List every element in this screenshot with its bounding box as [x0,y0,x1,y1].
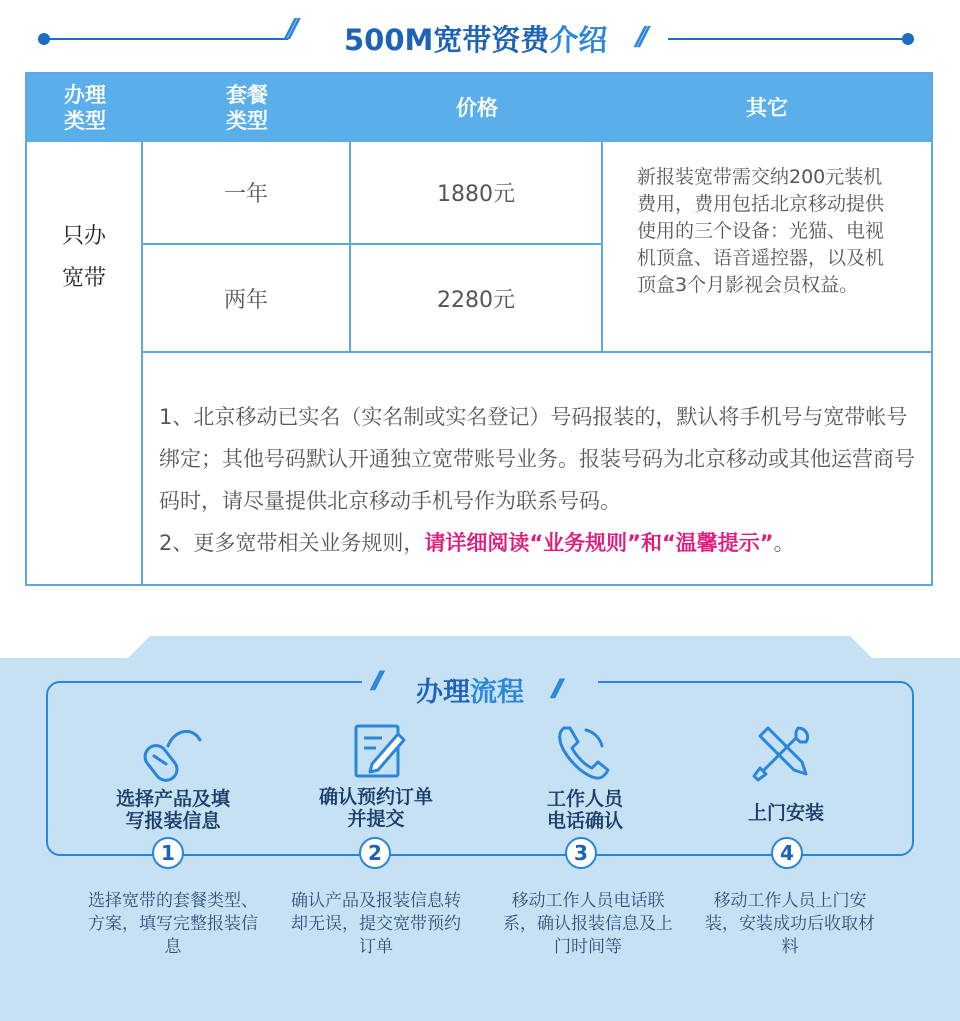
process-title [416,670,524,709]
step-3-label-line1: 工作人员 [546,788,623,810]
mouse-icon [140,720,210,784]
step-1-description: 选择宽带的套餐类型、方案，填写完整报装信息 [88,891,258,957]
page-title-accent: 介绍 [549,23,608,57]
step-2-label-line1: 确认预约订单 [318,786,433,808]
edit-icon [346,720,416,784]
header-handle-type [27,74,143,142]
rules-link[interactable]: 请详细阅读“业务规则”和“温馨提示” [424,531,774,555]
step-4-number: 4 [771,837,803,869]
tools-icon [748,720,818,784]
step-1-label [73,788,273,832]
step-1-number: 1 [152,837,184,869]
step-3-number: 3 [565,837,597,869]
step-1-label-line1: 选择产品及填 [115,788,230,810]
step-2-description: 确认产品及报装信息转却无误，提交宽带预约订单 [291,891,461,957]
other-note: 新报装宽带需交纳200元装机费用，费用包括北京移动提供使用的三个设备：光猫、电视机顶盒、语音遥控器，以及机顶盒3个月影视会员权益。 [637,166,885,296]
step-3-label [485,788,685,832]
rule-2-suffix: 。 [773,531,795,555]
phone-icon [548,720,618,784]
slash-decoration-left: // [286,14,293,44]
step-4-label-line1: 上门安装 [747,802,824,824]
page-title [344,18,607,59]
price-cell-row1: 1880元 [437,182,515,207]
process-title-main: 办理 [416,677,470,708]
step-4-label [686,802,886,824]
grid-hline [141,351,931,353]
header-handle-type-line2: 类型 [64,109,106,133]
grid-vline [601,142,603,352]
header-handle-type-line1: 办理 [64,83,106,107]
title-dot-right [902,33,914,45]
step-2-label [276,786,476,830]
rule-1: 1、北京移动已实名（实名制或实名登记）号码报装的，默认将手机号与宽带帐号绑定；其他号码默认开通独立宽带账号业务。报装号码为北京移动或其他运营商号码时，请尽量提供北京移动手机号作为联系号码。 [159,405,915,513]
plan-cell-row1: 一年 [223,182,268,207]
handle-type-line2: 宽带 [61,266,106,291]
section-title-bar [0,0,960,72]
tariff-table [25,72,933,586]
plan-cell-row2: 两年 [223,287,268,313]
rule-2 [159,522,919,564]
step-1-label-line2: 写报装信息 [125,810,221,832]
header-price: 价格 [351,74,603,142]
step-2-number: 2 [359,837,391,869]
header-other: 其它 [603,74,931,142]
handle-type-cell [27,142,141,392]
header-plan-type-line2: 类型 [226,109,268,133]
slash-decoration-process-left: // [372,666,378,694]
business-rules [159,396,919,564]
slash-decoration-process-right: // [552,674,558,702]
price-cell-row2: 2280元 [437,287,515,313]
header-plan-type [143,74,351,142]
step-3-description: 移动工作人员电话联系，确认报装信息及上门时间等 [503,891,673,957]
process-title-accent: 流程 [470,677,524,708]
title-line-left [44,38,288,40]
handle-type-line1: 只办 [61,224,106,249]
step-2-label-line2: 并提交 [347,808,405,830]
process-tab-shape [128,636,872,658]
rule-2-prefix: 2、更多宽带相关业务规则， [159,531,425,555]
title-line-right [668,38,908,40]
header-plan-type-line1: 套餐 [226,83,268,107]
step-3-label-line2: 电话确认 [546,810,623,832]
slash-decoration-right: // [636,22,643,52]
page-title-main: 500M宽带资费 [344,23,550,57]
step-4-description: 移动工作人员上门安装，安装成功后收取材料 [705,891,875,957]
